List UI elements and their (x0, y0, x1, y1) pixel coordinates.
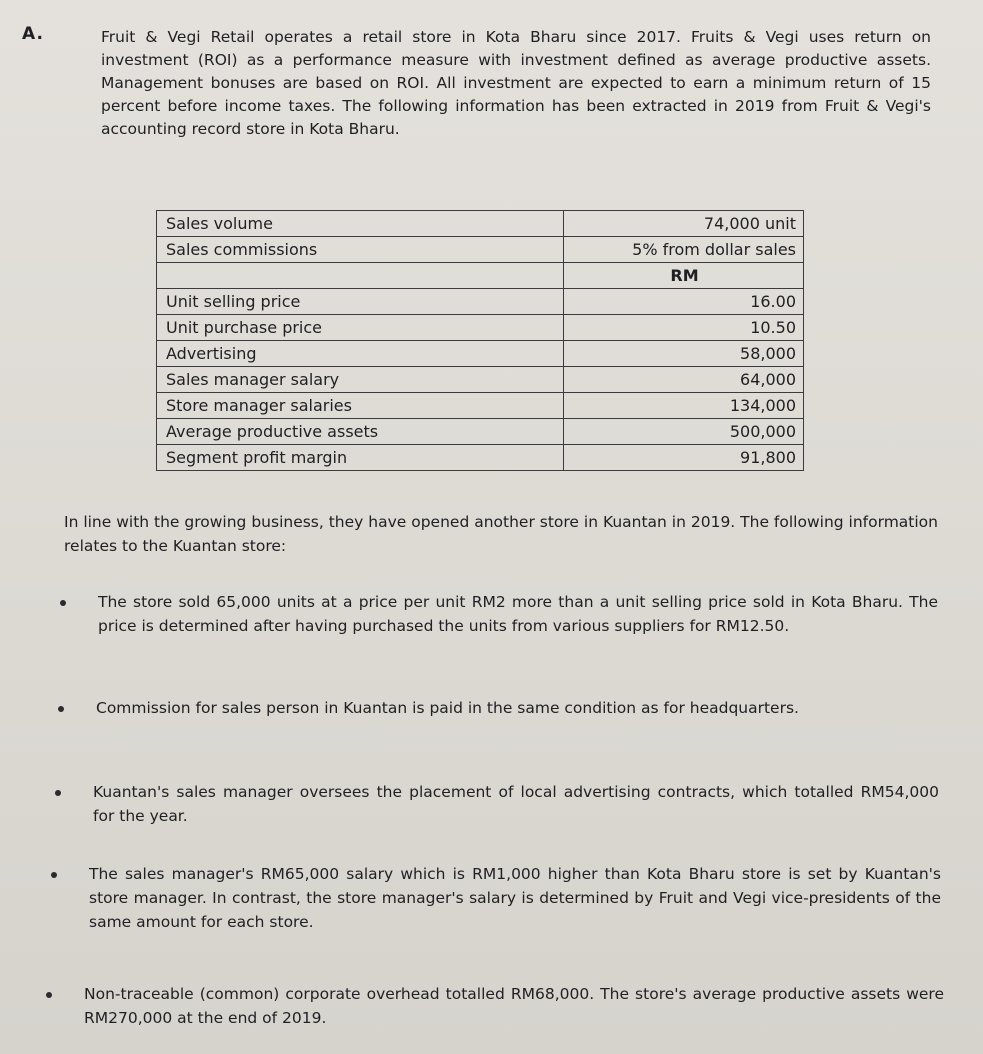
table-row (157, 211, 804, 237)
row-value: 74,000 unit (564, 211, 804, 237)
currency-header-row (157, 263, 804, 289)
note-text: The store sold 65,000 units at a price per unit RM2 more than a unit selling price sold in Kota Bharu. The price is determined after having purchased the units from various suppliers for RM12.50. (98, 593, 938, 635)
row-value: 10.50 (564, 315, 804, 341)
list-item (98, 590, 938, 638)
row-value: 5% from dollar sales (564, 237, 804, 263)
store-data-table (156, 210, 804, 471)
row-label: Sales manager salary (157, 367, 564, 393)
row-value: 134,000 (564, 393, 804, 419)
bullet-icon (46, 992, 52, 998)
row-label: Sales commissions (157, 237, 564, 263)
row-value: 91,800 (564, 445, 804, 471)
table-row (157, 393, 804, 419)
row-value: 64,000 (564, 367, 804, 393)
list-item (93, 780, 939, 828)
row-label: Unit purchase price (157, 315, 564, 341)
table-row (157, 367, 804, 393)
bullet-icon (55, 790, 61, 796)
bullet-icon (58, 706, 64, 712)
row-value: 500,000 (564, 419, 804, 445)
note-text: The sales manager's RM65,000 salary which is RM1,000 higher than Kota Bharu store is set by Kuantan's store manager. In contrast, the store manager's salary is determined by Fruit and Vegi vice-presidents of the same amount for each store. (89, 865, 941, 931)
currency-header: RM (564, 263, 804, 289)
empty-cell (157, 263, 564, 289)
table-row (157, 289, 804, 315)
note-text: Non-traceable (common) corporate overhead totalled RM68,000. The store's average productive assets were RM270,000 at the end of 2019. (84, 985, 944, 1027)
row-label: Average productive assets (157, 419, 564, 445)
table-row (157, 445, 804, 471)
kuantan-intro-paragraph: In line with the growing business, they have opened another store in Kuantan in 2019. The following information relates to the Kuantan store: (64, 513, 938, 555)
row-label: Store manager salaries (157, 393, 564, 419)
row-label: Advertising (157, 341, 564, 367)
row-label: Segment profit margin (157, 445, 564, 471)
bullet-icon (60, 600, 66, 606)
list-item (84, 982, 944, 1030)
bullet-icon (51, 872, 57, 878)
table-row (157, 419, 804, 445)
row-label: Unit selling price (157, 289, 564, 315)
intro-paragraph: Fruit & Vegi Retail operates a retail store in Kota Bharu since 2017. Fruits & Vegi uses return on investment (ROI) as a performance measure with investment defined as average productive assets. Management bonuses are based on ROI. All investment are expected to earn a minimum return of 15 percent before income taxes. The following information has been extracted in 2019 from Fruit & Vegi's accounting record store in Kota Bharu. (101, 28, 931, 138)
table-row (157, 315, 804, 341)
row-value: 16.00 (564, 289, 804, 315)
list-item (89, 862, 941, 934)
section-label: A. (22, 24, 44, 44)
note-text: Kuantan's sales manager oversees the placement of local advertising contracts, which totalled RM54,000 for the year. (93, 783, 939, 825)
table-row (157, 341, 804, 367)
table-row (157, 237, 804, 263)
row-value: 58,000 (564, 341, 804, 367)
note-text: Commission for sales person in Kuantan is paid in the same condition as for headquarters. (96, 699, 799, 717)
row-label: Sales volume (157, 211, 564, 237)
list-item (96, 696, 938, 720)
